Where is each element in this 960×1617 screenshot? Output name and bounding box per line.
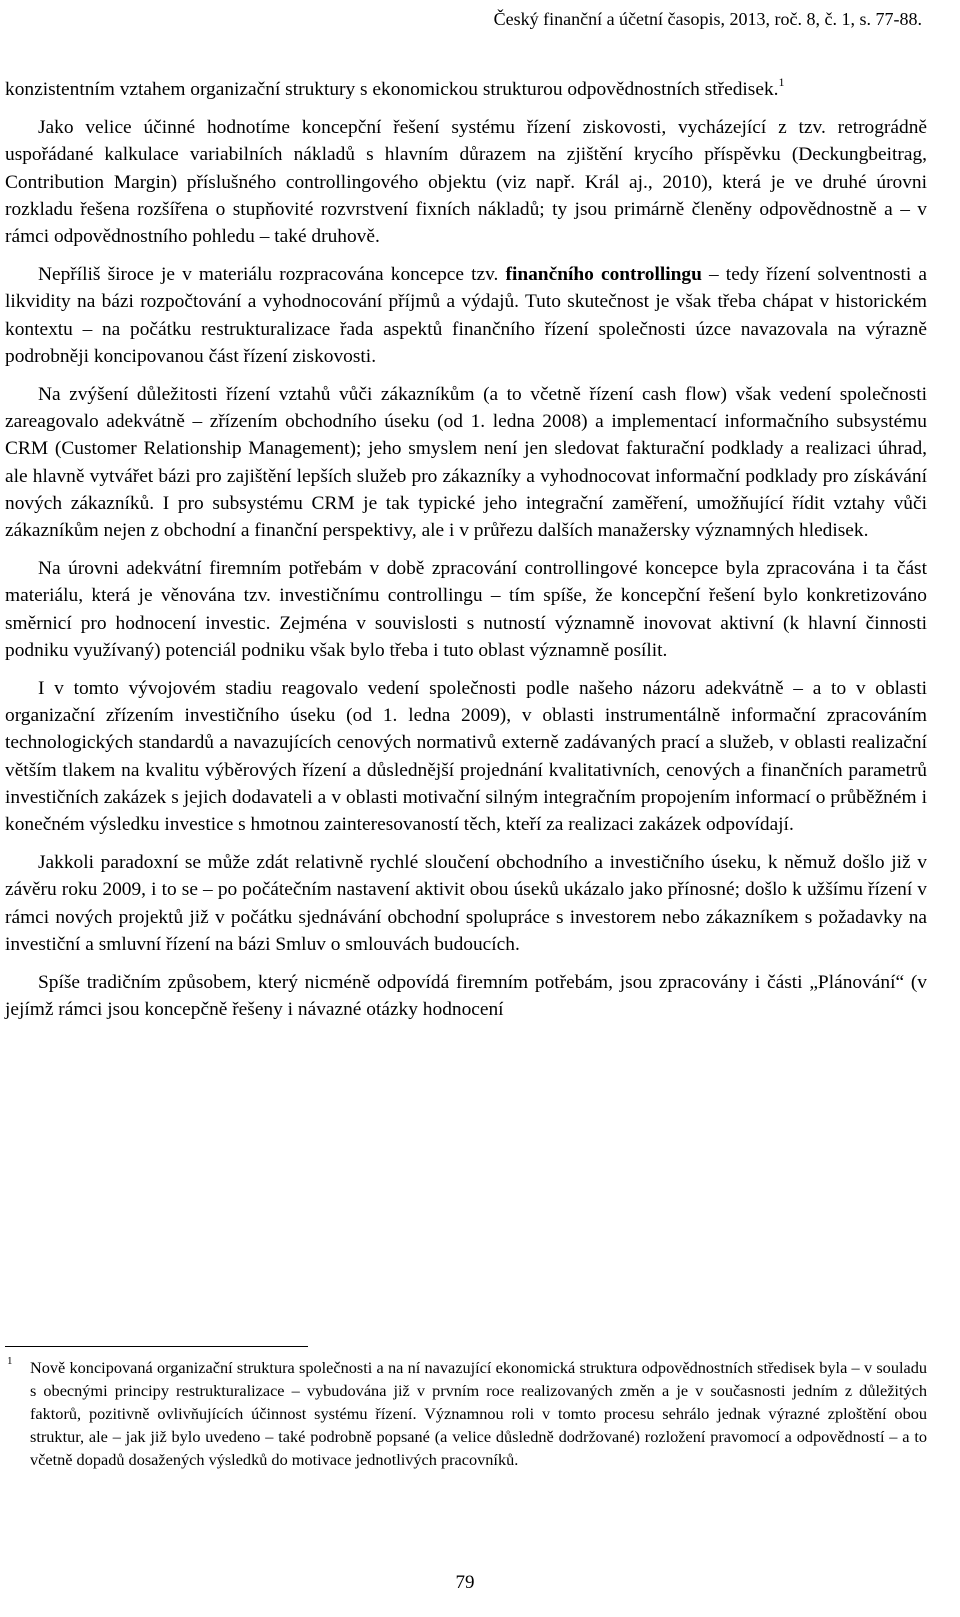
paragraph-planning: Spíše tradičním způsobem, který nicméně odpovídá firemním potřebám, jsou zpracovány i části „Plánování“ (v jejímž rámci jsou koncepčně řešeny i návazné otázky hodnocení [5, 972, 927, 1021]
footnote-separator [5, 1346, 308, 1347]
paragraph-financial-controlling [5, 261, 927, 370]
article-body [5, 76, 927, 1035]
paragraph-investment-division: I v tomto vývojovém stadiu reagovalo vedení společnosti podle našeho názoru adekvátně – a to v oblasti organizační zřízením investičního úseku (od 1. ledna 2009), v oblasti instrumentálně informační zpracováním technologických standardů a navazujících cenových normativů externě zadávaných prací a služeb, v oblasti realizační větším tlakem na kvalitu výběrových řízení a důslednější projednání kvalitativních, cenových a finančních parametrů investičních zakázek s jejich dodavateli a v oblasti motivační silným integračním propojením informací o průběžném i konečném výsledku investice s hmotnou zainteresovaností těch, kteří za realizaci zakázek odpovídají. [5, 678, 927, 836]
paragraph-text: konzistentním vztahem organizační struktury s ekonomickou strukturou odpovědnostních středisek. [5, 79, 779, 100]
footnote [5, 1356, 927, 1471]
bold-term: finančního controllingu [505, 264, 702, 286]
page-number: 79 [455, 1572, 475, 1593]
paragraph-customer-relations: Na zvýšení důležitosti řízení vztahů vůči zákazníkům (a to včetně řízení cash flow) však vedení společnosti zareagovalo adekvátně – zřízením obchodního úseku (od 1. ledna 2008) a implementací informačního subsystému CRM (Customer Relationship Management); jeho smyslem není jen sledovat fakturační podklady a realizaci úhrad, ale hlavně vytvářet bázi pro zajištění lepších služeb pro zákazníky a vyhodnocovat informační podklady pro získávání nových zákazníků. I pro subsystému CRM je tak typické jeho integrační zaměření, umožňující řídit vztahy vůči zákazníkům nejen z obchodní a finanční perspektivy, ale i v průřezu dalších manažersky významných hledisek. [5, 384, 927, 542]
paragraph-text: – tedy řízení solventnosti a likvidity na bázi rozpočtování a vyhodnocování příjmů a výdajů. Tuto skutečnost je však třeba chápat v historickém kontextu – na počátku restrukturalizace řada aspektů finančního řízení společnosti úzce navazovala na výrazně podrobněji koncipovanou část řízení ziskovosti. [5, 264, 927, 367]
footnote-text: Nově koncipovaná organizační struktura společnosti a na ní navazující ekonomická struktura odpovědnostních středisek byla – v souladu s obecnými principy restrukturalizace – vybudována již v prvním roce realizovaných změn a je v současnosti jedním z důležitých faktorů, pozitivně ovlivňujících účinnost systému řízení. Významnou roli v tomto procesu sehrálo jednak výrazné zploštění obou struktur, ale – jak již bylo uvedeno – také podrobně popsané (a velice důsledně dodržované) rozložení pravomocí a odpovědností – a to včetně dopadů dosažených výsledků do motivace jednotlivých pracovníků. [30, 1358, 927, 1469]
paragraph-merger: Jakkoli paradoxní se může zdát relativně rychlé sloučení obchodního a investičního úseku, k němuž došlo již v závěru roku 2009, i to se – po počátečním nastavení aktivit obou úseků ukázalo jako přínosné; došlo k užšímu řízení v rámci nových projektů již v počátku sjednávání obchodní spolupráce s investorem nebo zákazníkem s požadavky na investiční a smluvní řízení na bázi Smluv o smlouvách budoucích. [5, 852, 927, 955]
paragraph-text: Nepříliš široce je v materiálu rozpracována koncepce tzv. [38, 264, 506, 286]
footnote-number: 1 [7, 1355, 13, 1367]
footnote-reference[interactable]: 1 [778, 75, 785, 89]
paragraph-profitability-management: Jako velice účinné hodnotíme koncepční řešení systému řízení ziskovosti, vycházející z tzv. retrográdně uspořádané kalkulace variabilních nákladů s hlavním důrazem na zjištění krycího příspěvku (Deckungbeitrag, Contribution Margin) příslušného controllingového objektu (viz např. Král aj., 2010), která je ve druhé úrovni rozkladu řešena rozšířena o stupňovité rozvrstvení fixních nákladů; ty jsou primárně členěny odpovědnostně a – v rámci odpovědnostního pohledu – také druhově. [5, 117, 927, 248]
paragraph-investment-controlling: Na úrovni adekvátní firemním potřebám v době zpracování controllingové koncepce byla zpracována i ta část materiálu, která je věnována tzv. investičnímu controllingu – tím spíše, že koncepční řešení bylo konkretizováno směrnicí pro hodnocení investic. Zejména v souvislosti s nutností významně inovovat aktivní (k hlavní činnosti podniku využívaný) potenciál podniku však bylo třeba i tuto oblast významně posílit. [5, 558, 927, 661]
journal-citation-header: Český finanční a účetní časopis, 2013, roč. 8, č. 1, s. 77-88. [493, 9, 922, 29]
paragraph-continuation [5, 76, 927, 103]
